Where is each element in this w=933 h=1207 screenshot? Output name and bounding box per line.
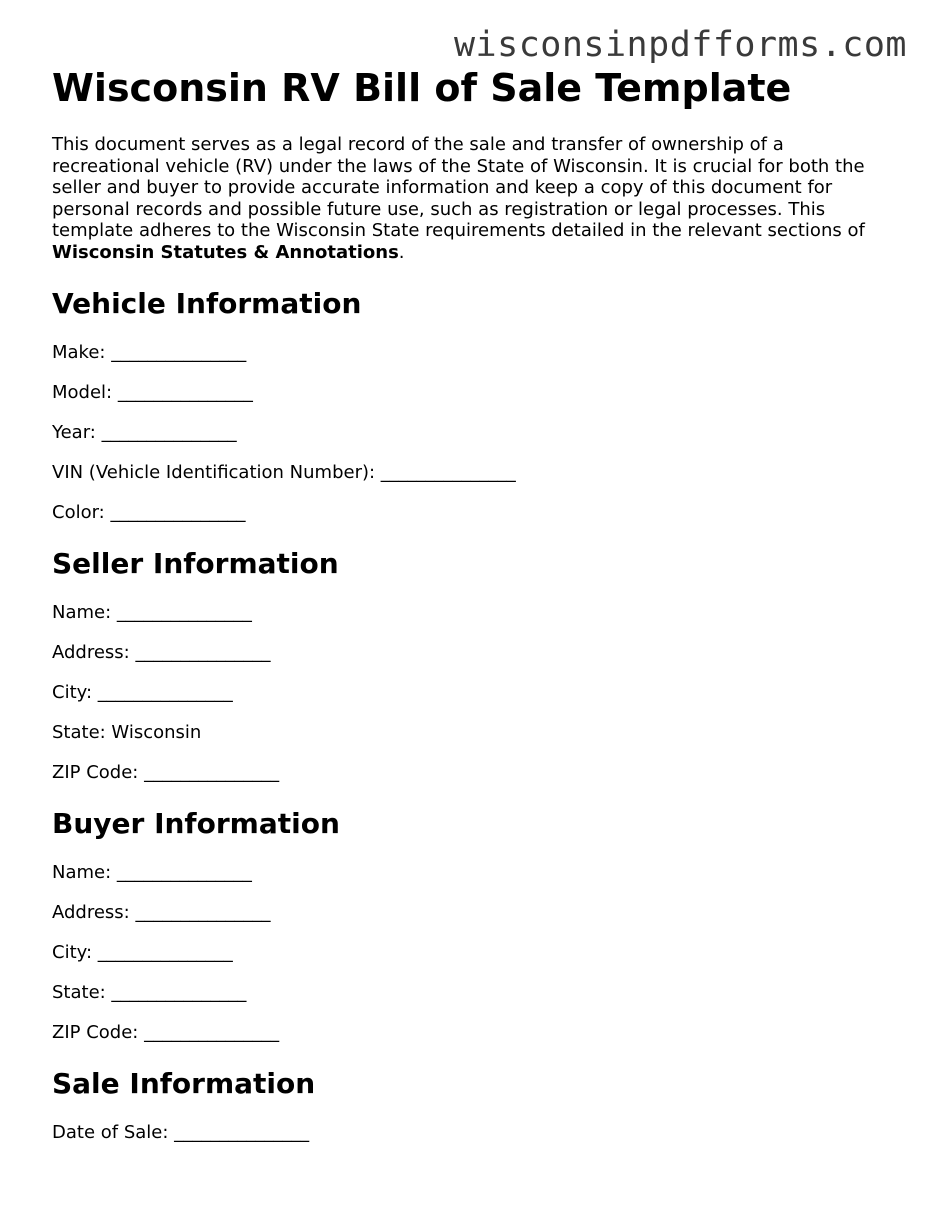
page-title: Wisconsin RV Bill of Sale Template	[52, 66, 792, 110]
buyer-name-field[interactable]: Name: _______________	[52, 861, 252, 883]
vehicle-color-field[interactable]: Color: _______________	[52, 501, 246, 523]
sale-heading: Sale Information	[52, 1066, 316, 1100]
vehicle-model-field[interactable]: Model: _______________	[52, 381, 253, 403]
vehicle-make-field[interactable]: Make: _______________	[52, 341, 247, 363]
seller-address-field[interactable]: Address: _______________	[52, 641, 271, 663]
intro-paragraph	[52, 134, 892, 264]
intro-statutes-reference: Wisconsin Statutes & Annotations	[52, 241, 399, 263]
sale-section	[52, 1067, 892, 1144]
seller-name-field[interactable]: Name: _______________	[52, 601, 252, 623]
seller-section	[52, 547, 892, 784]
buyer-heading: Buyer Information	[52, 806, 340, 840]
watermark: wisconsinpdfforms.com	[453, 25, 907, 65]
vehicle-vin-field[interactable]: VIN (Vehicle Identification Number): _______________	[52, 461, 516, 483]
buyer-city-field[interactable]: City: _______________	[52, 941, 233, 963]
vehicle-section	[52, 287, 892, 524]
buyer-address-field[interactable]: Address: _______________	[52, 901, 271, 923]
buyer-state-field[interactable]: State: _______________	[52, 981, 247, 1003]
intro-end: .	[398, 241, 405, 263]
vehicle-year-field[interactable]: Year: _______________	[52, 421, 237, 443]
vehicle-heading: Vehicle Information	[52, 286, 362, 320]
seller-city-field[interactable]: City: _______________	[52, 681, 233, 703]
intro-text: This document serves as a legal record of the sale and transfer of ownership of a recreational vehicle (RV) under the laws of the State of Wisconsin. It is crucial for both the seller and buyer to provide accurate information and keep a copy of this document for personal records and possible future use, such as registration or legal processes. This template adheres to the Wisconsin State requirements detailed in the relevant sections of	[52, 134, 865, 242]
seller-zip-field[interactable]: ZIP Code: _______________	[52, 761, 280, 783]
seller-state-field: State: Wisconsin	[52, 721, 202, 743]
sale-date-field[interactable]: Date of Sale: _______________	[52, 1121, 310, 1143]
buyer-section	[52, 807, 892, 1044]
buyer-zip-field[interactable]: ZIP Code: _______________	[52, 1021, 280, 1043]
seller-heading: Seller Information	[52, 546, 339, 580]
document-page	[52, 66, 892, 1144]
